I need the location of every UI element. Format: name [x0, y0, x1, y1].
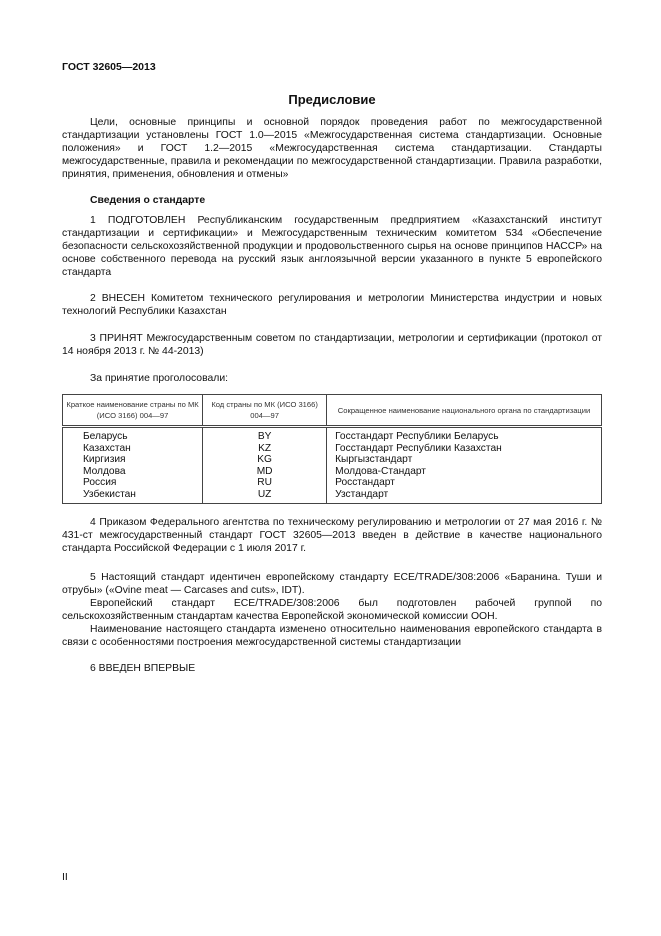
paragraph-6: 6 ВВЕДЕН ВПЕРВЫЕ — [90, 663, 196, 674]
code-cell: KG — [203, 454, 327, 466]
country-cell: Россия — [63, 477, 203, 489]
paragraph-5: 5 Настоящий стандарт идентичен европейскому стандарту ECE/TRADE/308:2006 «Баранина. Туши и отрубы» («Ovine meat — Carcases and cuts», IDT). Европейский стандарт ECE/TRADE/308:2006 был подготовлен рабочей группой по сельскохозяйственным стандартам качества Европейской экономической комиссии ООН. Наименование настоящего стандарта изменено относительно наименования европейского стандарта в связи с особенностями построения межгосударственной системы стандартизации — [62, 572, 602, 648]
code-cell: MD — [203, 466, 327, 478]
paragraph-3: 3 ПРИНЯТ Межгосударственным советом по стандартизации, метрологии и сертификации (протокол от 14 ноября 2013 г. № 44-2013) — [62, 333, 602, 357]
code-cell: KZ — [203, 443, 327, 455]
paragraph-2: 2 ВНЕСЕН Комитетом технического регулирования и метрологии Министерства индустрии и новых технологий Республики Казахстан — [62, 293, 602, 317]
body-cell: Кыргызстандарт — [327, 454, 602, 466]
code-cell: BY — [203, 427, 327, 443]
table-row — [63, 477, 602, 489]
body-cell: Молдова-Стандарт — [327, 466, 602, 478]
country-cell: Молдова — [63, 466, 203, 478]
document-header: ГОСТ 32605—2013 — [62, 61, 156, 73]
country-cell: Узбекистан — [63, 489, 203, 503]
voting-table — [62, 394, 602, 504]
body-cell: Росстандарт — [327, 477, 602, 489]
country-cell: Казахстан — [63, 443, 203, 455]
body-cell: Госстандарт Республики Беларусь — [327, 427, 602, 443]
paragraph-1: 1 ПОДГОТОВЛЕН Республиканским государственным предприятием «Казахстанский институт стандартизации и сертификации» и Межгосударственным техническим комитетом 534 «Обеспечение безопасности сельскохозяйственной продукции и продовольственного сырья на основе принципов НАССР» на основе собственного перевода на русский язык англоязычной версии указанного в пункте 5 европейского стандарта — [62, 215, 602, 278]
col-header-country: Краткое наименование страны по МК (ИСО 3166) 004—97 — [63, 395, 203, 427]
table-row — [63, 489, 602, 503]
code-cell: UZ — [203, 489, 327, 503]
body-cell: Узстандарт — [327, 489, 602, 503]
table-row — [63, 443, 602, 455]
table-row — [63, 466, 602, 478]
page-title: Предисловие — [288, 92, 376, 107]
country-cell: Беларусь — [63, 427, 203, 443]
col-header-code: Код страны по МК (ИСО 3166) 004—97 — [203, 395, 327, 427]
paragraph-4: 4 Приказом Федерального агентства по техническому регулированию и метрологии от 27 мая 2016 г. № 431-ст межгосударственный стандарт ГОСТ 32605—2013 введен в действие в качестве национального стандарта Российской Федерации с 1 июля 2017 г. — [62, 517, 602, 554]
body-cell: Госстандарт Республики Казахстан — [327, 443, 602, 455]
intro-paragraph: Цели, основные принципы и основной порядок проведения работ по межгосударственной стандартизации установлены ГОСТ 1.0—2015 «Межгосударственная система стандартизации. Основные положения» и ГОСТ 1.2—2015 «Межгосударственная система стандартизации. Стандарты межгосударственные, правила и рекомендации по межгосударственной стандартизации. Правила разработки, принятия, применения, обновления и отмены» — [62, 117, 602, 180]
col-header-body: Сокращенное наименование национального органа по стандартизации — [327, 395, 602, 427]
country-cell: Киргизия — [63, 454, 203, 466]
vote-label: За принятие проголосовали: — [90, 373, 229, 384]
table-row — [63, 454, 602, 466]
subheading: Сведения о стандарте — [90, 195, 206, 206]
code-cell: RU — [203, 477, 327, 489]
table-row — [63, 427, 602, 443]
page-number: II — [62, 871, 68, 883]
